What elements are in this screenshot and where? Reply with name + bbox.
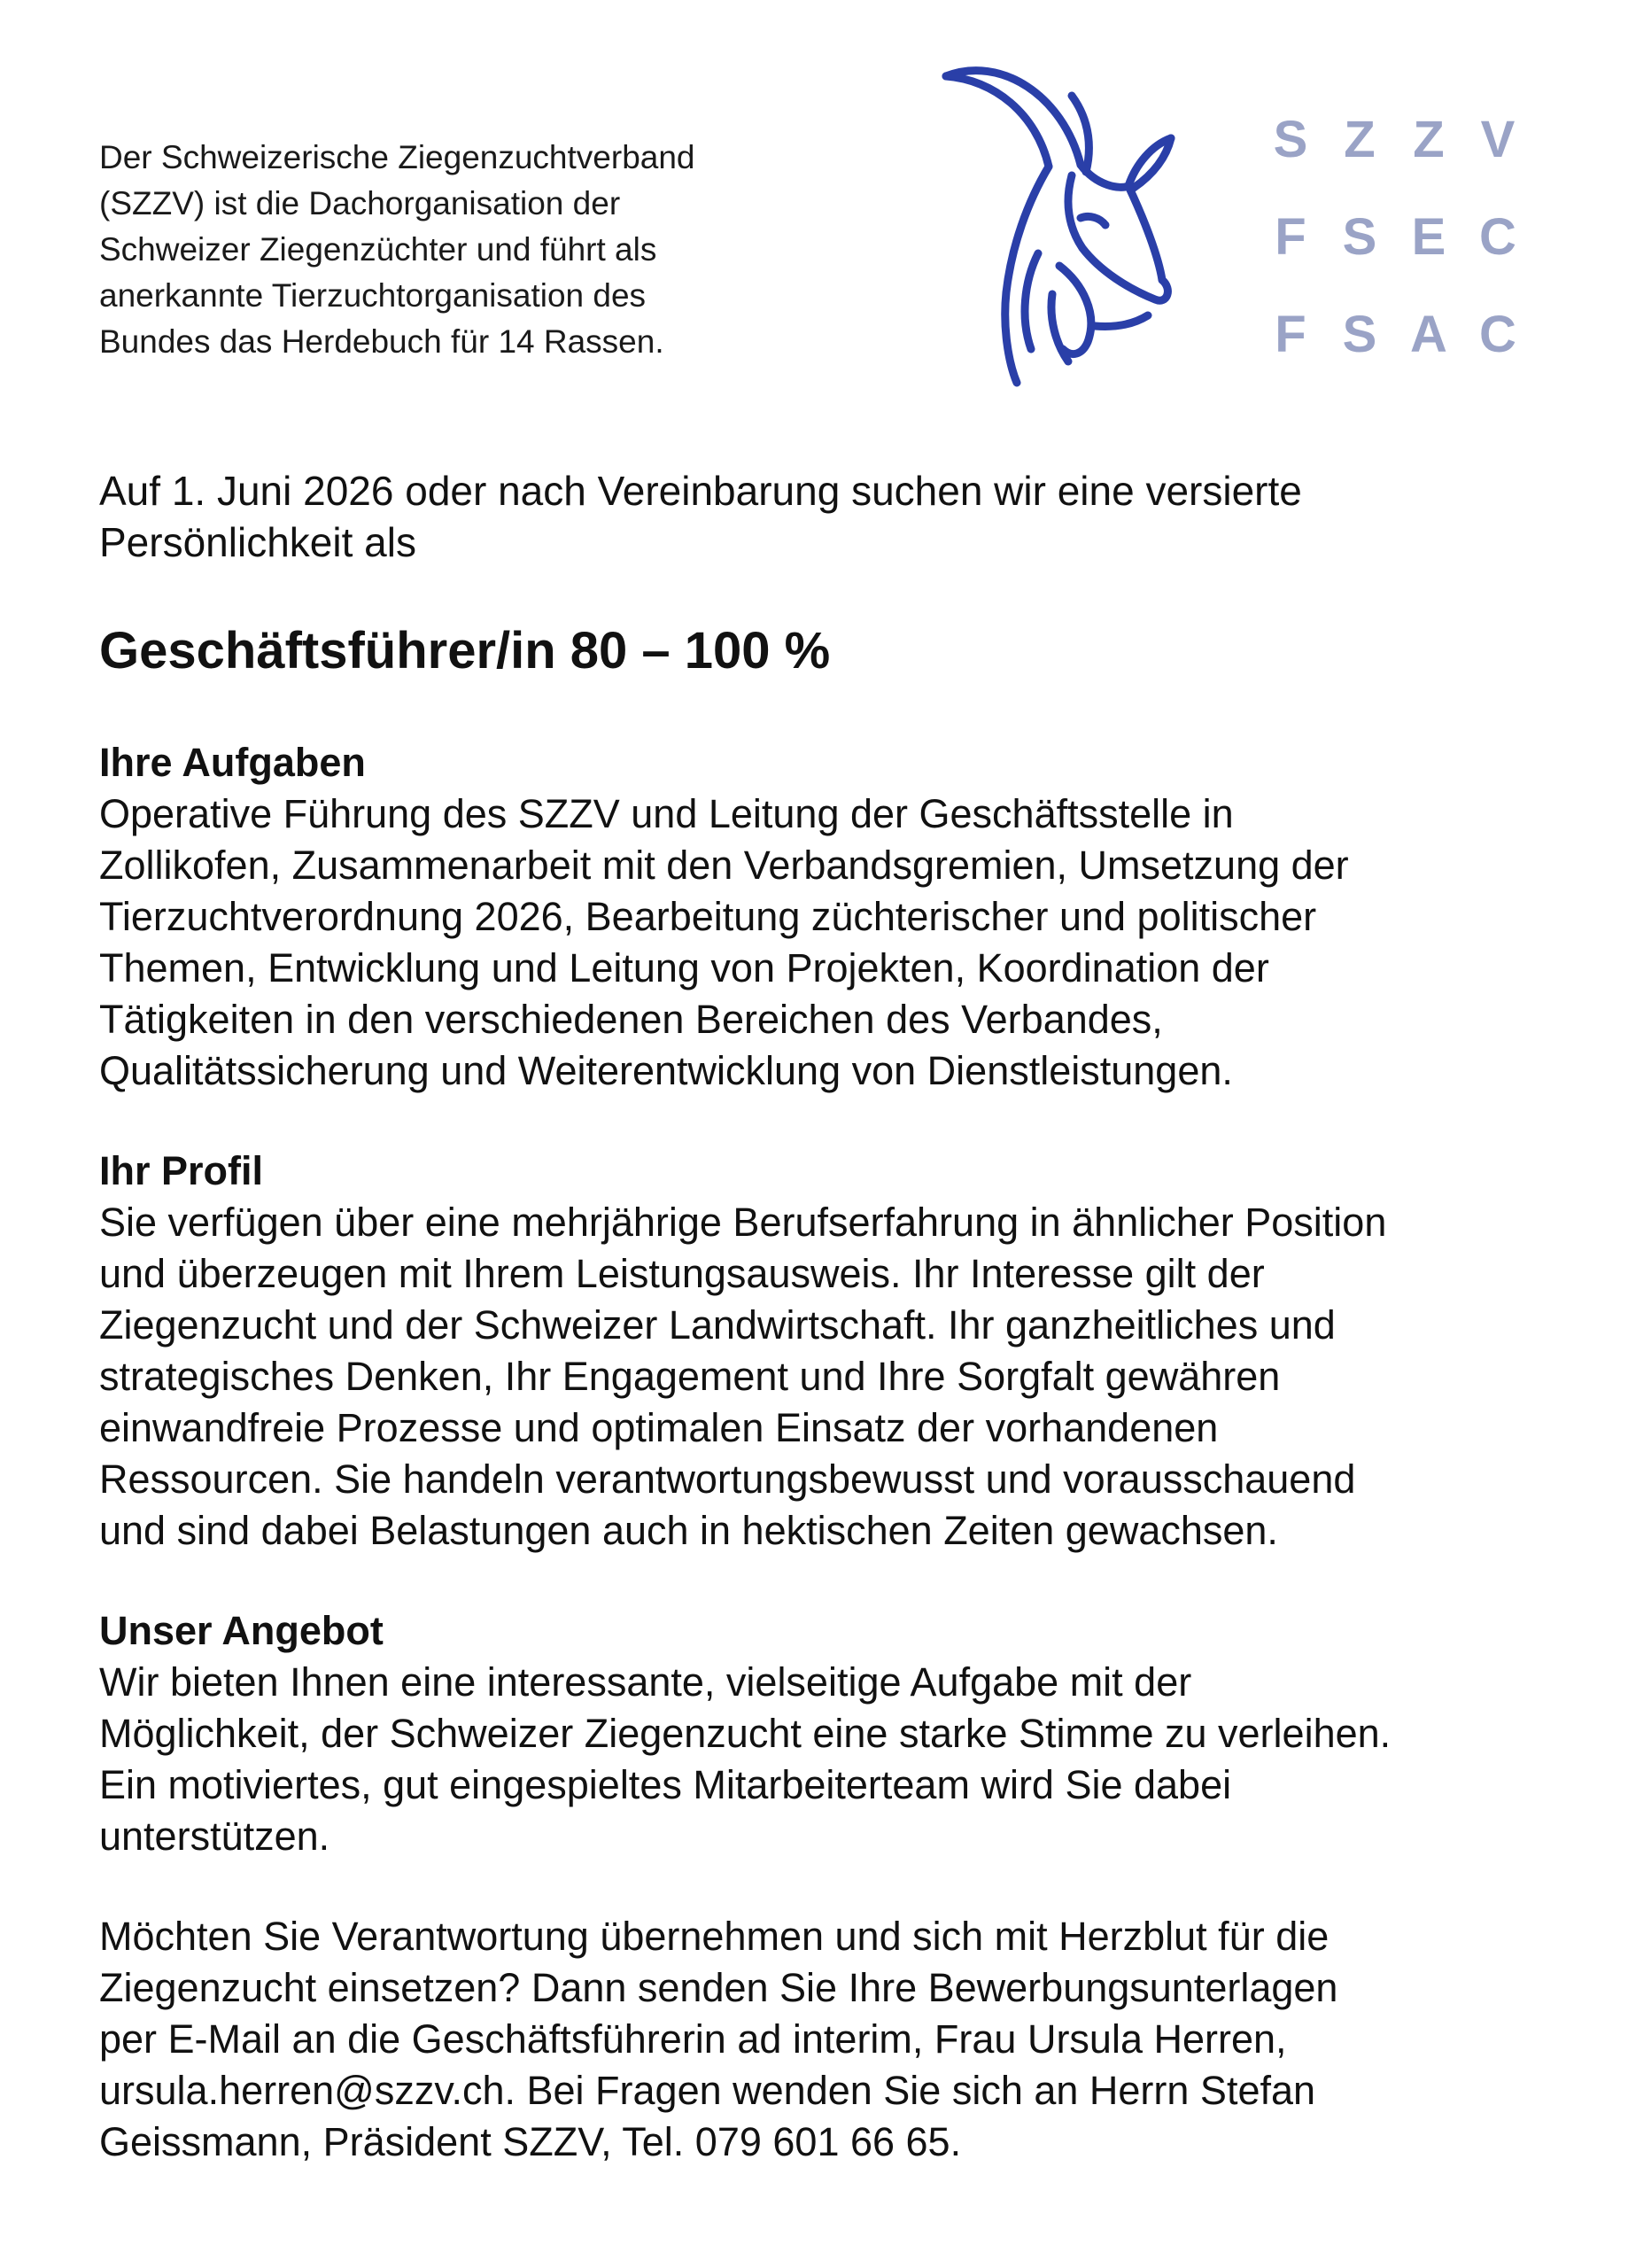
intro-line: (SZZV) ist die Dachorganisation der: [99, 185, 621, 221]
organization-intro: [99, 135, 772, 365]
section-line: Sie verfügen über eine mehrjährige Berufserfahrung in ähnlicher Position: [99, 1200, 1387, 1245]
section-heading: Unser Angebot: [99, 1608, 384, 1653]
lead-line: Persönlichkeit als: [99, 519, 416, 565]
section-profile: [99, 1146, 1570, 1557]
section-line: Zollikofen, Zusammenarbeit mit den Verbandsgremien, Umsetzung der: [99, 843, 1349, 888]
section-line: Qualitätssicherung und Weiterentwicklung von Dienstleistungen.: [99, 1048, 1233, 1093]
logo-letter: A: [1410, 306, 1447, 363]
section-line: Ressourcen. Sie handeln verantwortungsbewusst und vorausschauend: [99, 1456, 1356, 1502]
logo-letter: Z: [1413, 111, 1445, 168]
section-line: Tätigkeiten in den verschiedenen Bereichen des Verbandes,: [99, 997, 1163, 1042]
closing-line: ursula.herren@szzv.ch. Bei Fragen wenden Sie sich an Herrn Stefan: [99, 2068, 1316, 2113]
logo-letter: S: [1342, 306, 1377, 363]
section-line: unterstützen.: [99, 1814, 330, 1859]
section-line: Möglichkeit, der Schweizer Ziegenzucht eine starke Stimme zu verleihen.: [99, 1711, 1392, 1756]
logo-wordmark: [1256, 106, 1532, 369]
intro-line: Bundes das Herdebuch für 14 Rassen.: [99, 323, 664, 360]
goat-head-icon: [939, 60, 1205, 388]
closing-paragraph: [99, 1911, 1570, 2168]
closing-line: per E-Mail an die Geschäftsführerin ad interim, Frau Ursula Herren,: [99, 2016, 1287, 2062]
section-line: strategisches Denken, Ihr Engagement und Ihre Sorgfalt gewähren: [99, 1354, 1281, 1399]
section-line: und sind dabei Belastungen auch in hektischen Zeiten gewachsen.: [99, 1508, 1278, 1553]
logo-letter: F: [1275, 208, 1306, 266]
closing-line: Geissmann, Präsident SZZV, Tel. 079 601 66 65.: [99, 2119, 962, 2164]
section-offer: [99, 1605, 1570, 1862]
section-line: Operative Führung des SZZV und Leitung der Geschäftsstelle in: [99, 791, 1234, 836]
section-line: und überzeugen mit Ihrem Leistungsausweis. Ihr Interesse gilt der: [99, 1251, 1265, 1296]
section-line: einwandfreie Prozesse und optimalen Einsatz der vorhandenen: [99, 1405, 1219, 1450]
section-line: Tierzuchtverordnung 2026, Bearbeitung züchterischer und politischer: [99, 894, 1317, 939]
intro-line: anerkannte Tierzuchtorganisation des: [99, 277, 647, 314]
closing-line: Ziegenzucht einsetzen? Dann senden Sie Ihre Bewerbungsunterlagen: [99, 1965, 1338, 2010]
logo-letter: C: [1479, 306, 1516, 363]
section-heading: Ihre Aufgaben: [99, 740, 366, 785]
section-line: Ein motiviertes, gut eingespieltes Mitarbeiterteam wird Sie dabei: [99, 1762, 1232, 1807]
logo-letter: C: [1479, 208, 1516, 266]
logo-letter: Z: [1344, 111, 1376, 168]
logo-letter: F: [1275, 306, 1306, 363]
section-line: Ziegenzucht und der Schweizer Landwirtschaft. Ihr ganzheitliches und: [99, 1302, 1336, 1348]
logo-letter: S: [1273, 111, 1308, 168]
logo-letter: S: [1342, 208, 1377, 266]
lead-paragraph: [99, 465, 1552, 568]
section-line: Wir bieten Ihnen eine interessante, vielseitige Aufgabe mit der: [99, 1659, 1192, 1705]
logo-letter: V: [1480, 111, 1516, 168]
intro-line: Der Schweizerische Ziegenzuchtverband: [99, 139, 695, 175]
section-heading: Ihr Profil: [99, 1148, 264, 1193]
job-title: Geschäftsführer/in 80 – 100 %: [99, 622, 831, 680]
closing-line: Möchten Sie Verantwortung übernehmen und sich mit Herzblut für die: [99, 1914, 1330, 1959]
intro-line: Schweizer Ziegenzüchter und führt als: [99, 231, 657, 268]
lead-line: Auf 1. Juni 2026 oder nach Vereinbarung suchen wir eine versierte: [99, 468, 1302, 514]
section-line: Themen, Entwicklung und Leitung von Projekten, Koordination der: [99, 945, 1269, 990]
section-tasks: [99, 737, 1570, 1097]
logo-letter: E: [1411, 208, 1446, 266]
